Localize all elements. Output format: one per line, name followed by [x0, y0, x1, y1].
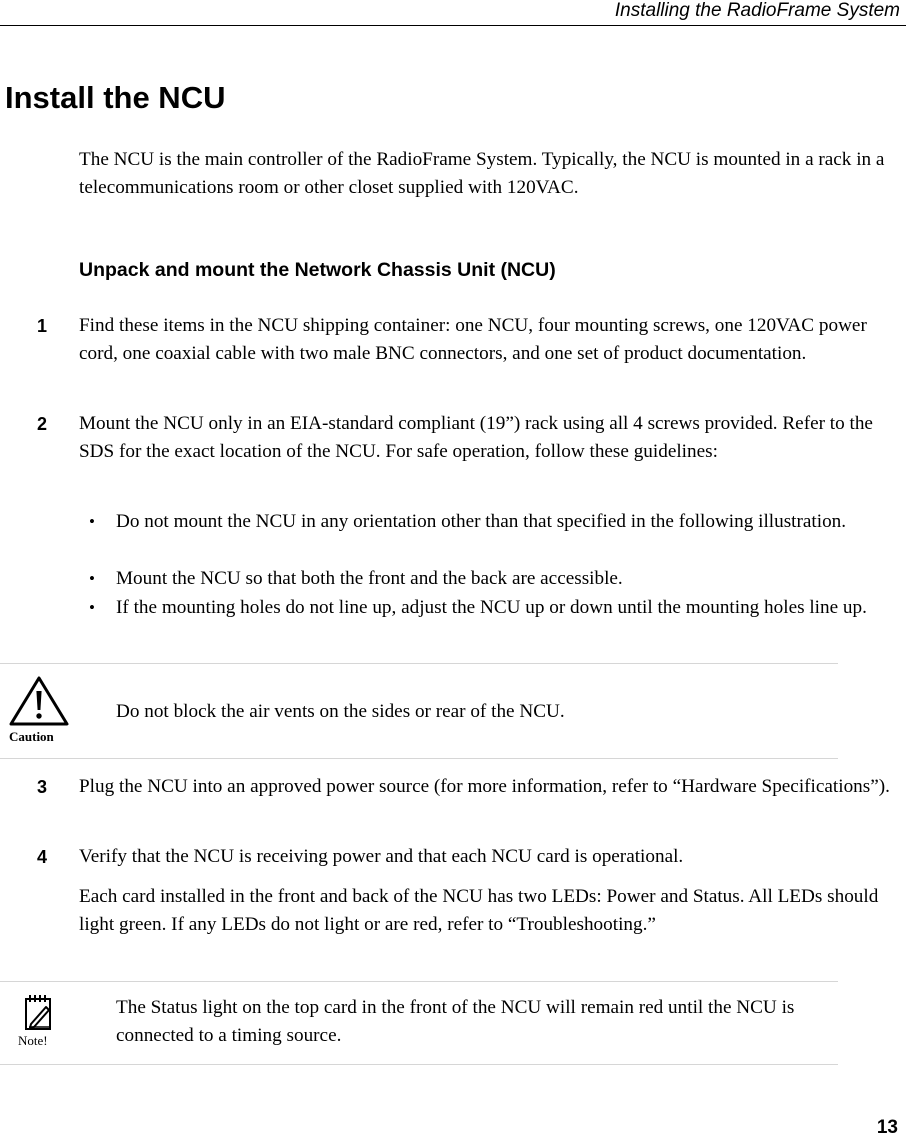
- notepad-pencil-icon: [23, 993, 55, 1036]
- caution-top-divider: [0, 663, 838, 664]
- step-text: Mount the NCU only in an EIA-standard compliant (19”) rack using all 4 screws provided. Refer to the SDS for the exact location of the NCU. For safe operation, follow these guidelines:: [79, 413, 873, 462]
- caution-label: Caution: [9, 729, 54, 744]
- note-bottom-divider: [0, 1064, 838, 1065]
- page-title: Install the NCU: [5, 80, 226, 115]
- step-detail-paragraph: Each card installed in the front and back of the NCU has two LEDs: Power and Status. All LEDs should light green. If any LEDs do not light or are red, refer to “Troubleshooting.”: [79, 886, 879, 935]
- bullet-icon: •: [89, 512, 95, 531]
- warning-triangle-icon: [8, 675, 70, 732]
- step-number: 1: [37, 316, 48, 336]
- step-text: Find these items in the NCU shipping container: one NCU, four mounting screws, one 120VAC power cord, one coaxial cable with two male BNC connectors, and one set of product documentation.: [79, 315, 867, 364]
- procedure-heading: Unpack and mount the Network Chassis Unit (NCU): [79, 259, 556, 281]
- note-text: The Status light on the top card in the front of the NCU will remain red until the NCU is connected to a timing source.: [116, 997, 795, 1046]
- caution-bottom-divider: [0, 758, 838, 759]
- intro-paragraph: The NCU is the main controller of the RadioFrame System. Typically, the NCU is mounted in a rack in a telecommunications room or other closet supplied with 120VAC.: [79, 149, 885, 198]
- guideline-item: If the mounting holes do not line up, adjust the NCU up or down until the mounting holes line up.: [116, 597, 867, 618]
- page-number: 13: [876, 1117, 898, 1138]
- header-divider: [0, 25, 906, 26]
- bullet-icon: •: [89, 598, 95, 617]
- step-text: Verify that the NCU is receiving power and that each NCU card is operational.: [79, 846, 684, 867]
- note-top-divider: [0, 981, 838, 982]
- running-header-title: Installing the RadioFrame System: [614, 0, 900, 21]
- guideline-item: Mount the NCU so that both the front and the back are accessible.: [116, 568, 623, 589]
- step-number: 4: [37, 847, 48, 867]
- step-number: 3: [37, 777, 48, 797]
- step-number: 2: [37, 414, 48, 434]
- step-text: Plug the NCU into an approved power source (for more information, refer to “Hardware Specifications”).: [79, 776, 890, 797]
- note-label: Note!: [18, 1033, 48, 1048]
- caution-text: Do not block the air vents on the sides or rear of the NCU.: [116, 701, 565, 722]
- guideline-item: Do not mount the NCU in any orientation other than that specified in the following illustration.: [116, 511, 847, 532]
- bullet-icon: •: [89, 569, 95, 588]
